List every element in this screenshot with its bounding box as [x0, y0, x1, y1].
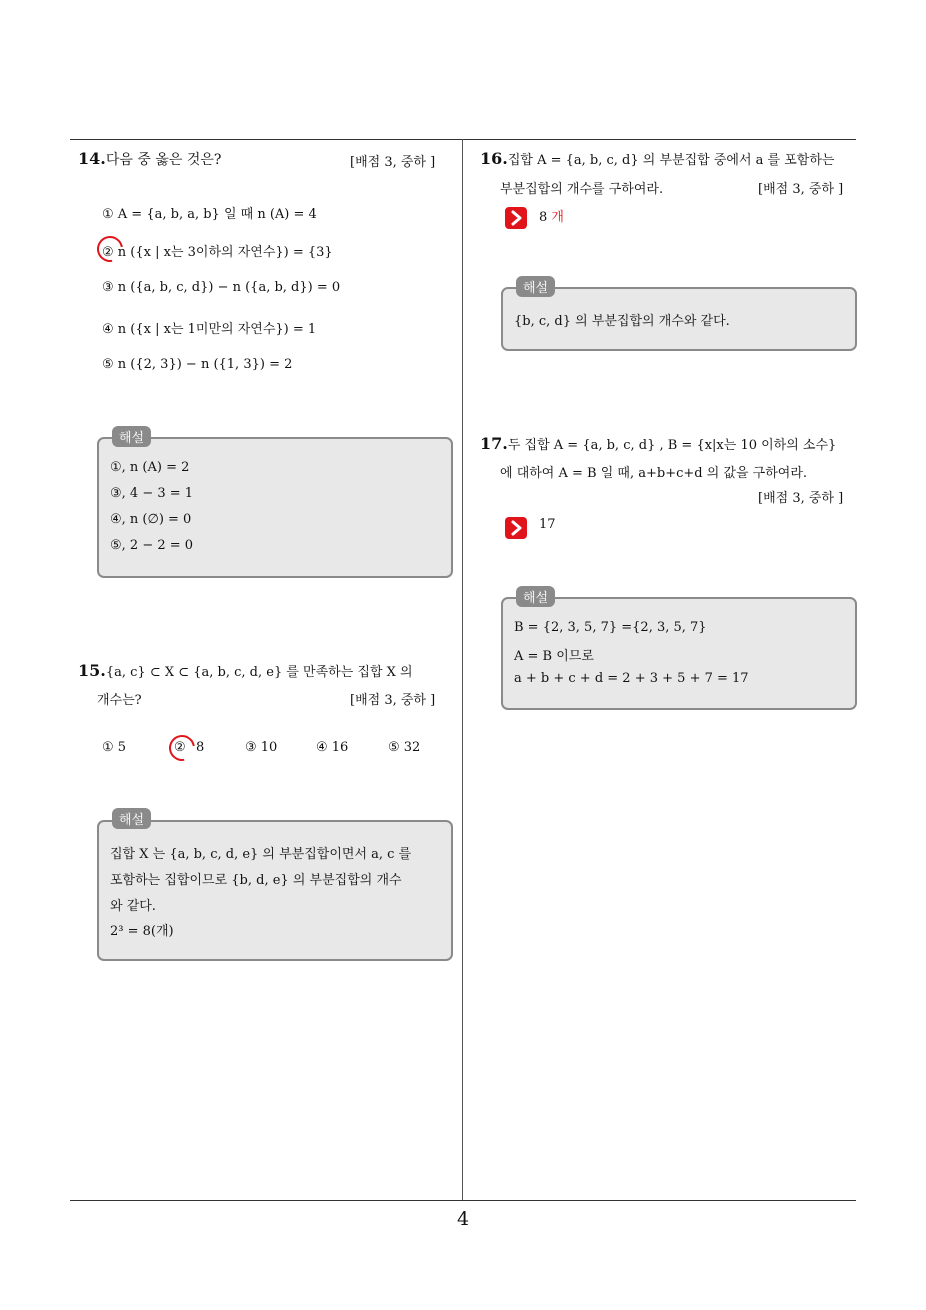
option-2[interactable]: ② n ({x | x는 3이하의 자연수}) = {3}	[102, 245, 333, 260]
explanation-line: ⑤, 2 − 2 = 0	[110, 538, 194, 553]
column-divider	[462, 139, 463, 1200]
selected-answer-mark	[164, 730, 200, 766]
question-text-cont: 부분집합의 개수를 구하여라.	[500, 182, 664, 197]
question-15-header	[78, 657, 458, 687]
answer-value: 17	[539, 517, 556, 532]
question-text: 두 집합 A = {a, b, c, d} , B = {x|x는 10 이하의 소수}	[507, 438, 837, 453]
explanation-line: 포함하는 집합이므로 {b, d, e} 의 부분집합의 개수	[110, 873, 402, 888]
question-17-header	[480, 430, 870, 460]
question-number: 17.	[480, 434, 508, 453]
selected-answer-mark	[92, 231, 128, 267]
question-number: 15.	[78, 661, 106, 680]
explanation-line: B = {2, 3, 5, 7} ={2, 3, 5, 7}	[514, 620, 707, 635]
question-text: 다음 중 옳은 것은?	[105, 152, 222, 168]
score-meta: [배점 3, 중하 ]	[350, 155, 436, 170]
question-text: 집합 A = {a, b, c, d} 의 부분집합 중에서 a 를 포함하는	[507, 153, 835, 168]
answer-value: 8	[539, 210, 548, 225]
explanation-tag: 해설	[516, 586, 555, 607]
answer-arrow-icon	[505, 207, 527, 229]
option-3[interactable]: ③ n ({a, b, c, d}) − n ({a, b, d}) = 0	[102, 280, 341, 295]
explanation-box	[97, 437, 453, 578]
explanation-line: A = B 이므로	[514, 649, 594, 664]
option-5[interactable]: ⑤ n ({2, 3}) − n ({1, 3}) = 2	[102, 357, 293, 372]
question-text: {a, c} ⊂ X ⊂ {a, b, c, d, e} 를 만족하는 집합 X 의	[105, 665, 413, 680]
explanation-tag: 해설	[112, 426, 151, 447]
score-meta: [배점 3, 중하 ]	[350, 693, 436, 708]
question-text-cont: 에 대하여 A = B 일 때, a+b+c+d 의 값을 구하여라.	[500, 466, 808, 481]
score-meta: [배점 3, 중하 ]	[758, 182, 844, 197]
explanation-line: 집합 X 는 {a, b, c, d, e} 의 부분집합이면서 a, c 를	[110, 847, 412, 862]
explanation-tag: 해설	[516, 276, 555, 297]
answer-text	[539, 206, 564, 225]
question-number: 16.	[480, 149, 508, 168]
option-4[interactable]: ④ 16	[316, 740, 349, 755]
top-rule	[70, 139, 856, 140]
explanation-line: {b, c, d} 의 부분집합의 개수와 같다.	[514, 314, 730, 329]
explanation-line: ④, n (∅) = 0	[110, 512, 192, 527]
option-2-value: 8	[196, 740, 205, 755]
explanation-line: 2³ = 8(개)	[110, 924, 174, 939]
page-number: 4	[456, 1208, 470, 1230]
question-16-header	[480, 145, 860, 175]
answer-arrow-icon	[505, 517, 527, 539]
score-meta: [배점 3, 중하 ]	[758, 491, 844, 506]
option-2[interactable]: ②	[174, 740, 186, 755]
explanation-line: 와 같다.	[110, 899, 156, 914]
option-1[interactable]: ① 5	[102, 740, 127, 755]
answer-unit: 개	[551, 210, 564, 225]
question-text-cont: 개수는?	[97, 693, 142, 708]
explanation-line: ③, 4 − 3 = 1	[110, 486, 194, 501]
explanation-box	[97, 820, 453, 961]
explanation-line: ①, n (A) = 2	[110, 460, 190, 475]
option-1[interactable]: ① A = {a, b, a, b} 일 때 n (A) = 4	[102, 207, 317, 222]
option-5[interactable]: ⑤ 32	[388, 740, 421, 755]
explanation-line: a + b + c + d = 2 + 3 + 5 + 7 = 17	[514, 671, 749, 686]
explanation-tag: 해설	[112, 808, 151, 829]
bottom-rule	[70, 1200, 856, 1201]
option-4[interactable]: ④ n ({x | x는 1미만의 자연수}) = 1	[102, 322, 317, 337]
question-14-header	[78, 145, 221, 174]
question-number: 14.	[78, 149, 106, 168]
option-3[interactable]: ③ 10	[245, 740, 278, 755]
